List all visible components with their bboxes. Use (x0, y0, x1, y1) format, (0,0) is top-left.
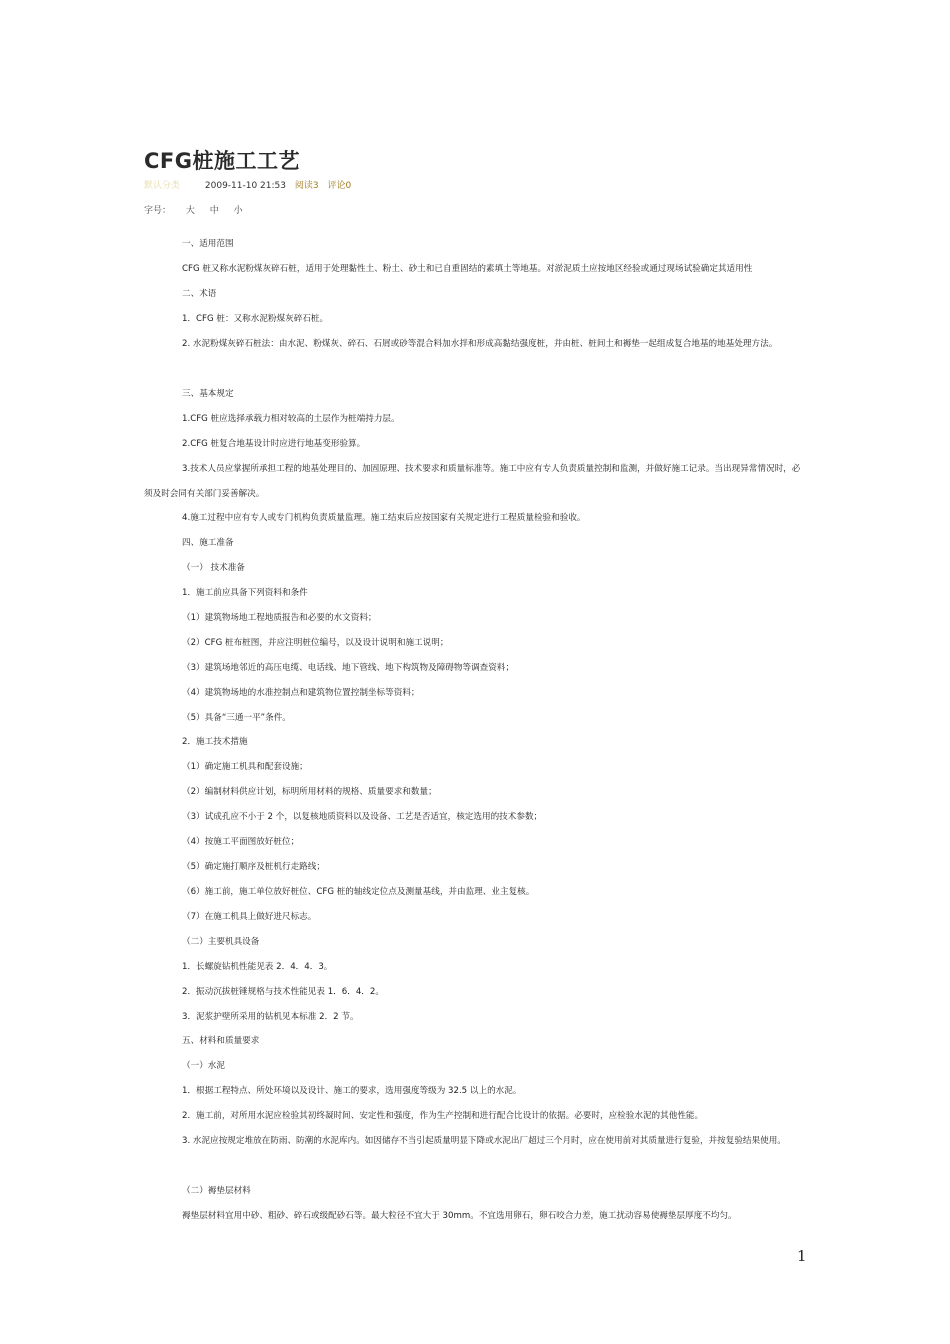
list-item: （2）CFG 桩布桩图，并应注明桩位编号，以及设计说明和施工说明； (182, 637, 449, 648)
list-item: （4）建筑物场地的水准控制点和建筑物位置控制坐标等资料； (182, 687, 420, 698)
body-paragraph: 1.CFG 桩应选择承载力相对较高的土层作为桩端持力层。 (182, 413, 400, 424)
list-item: （3）试成孔应不小于 2 个，以复核地质资料以及设备、工艺是否适宜，核定选用的技术参数； (182, 811, 543, 822)
list-item: 1．根据工程特点、所处环境以及设计、施工的要求，选用强度等级为 32.5 以上的水泥。 (182, 1085, 522, 1096)
comment-count-link[interactable]: 评论0 (327, 181, 352, 191)
section-heading: 二、术语 (182, 288, 217, 299)
list-item: （5）确定施打顺序及桩机行走路线； (182, 861, 325, 872)
post-datetime: 2009-11-10 21:53 (204, 181, 286, 191)
body-paragraph: 2.CFG 桩复合地基设计时应进行地基变形验算。 (182, 438, 366, 449)
list-item: （7）在施工机具上做好进尺标志。 (182, 911, 317, 922)
page-title: CFG桩施工工艺 (144, 149, 300, 173)
list-item: （1）确定施工机具和配套设施； (182, 761, 308, 772)
subsection-heading: （一）水泥 (182, 1060, 225, 1071)
article-meta (144, 180, 357, 192)
subsection-heading: （一） 技术准备 (182, 562, 245, 573)
page-number: 1 (797, 1247, 807, 1265)
subsection-heading: （二）褥垫层材料 (182, 1185, 251, 1196)
list-item: 3．泥浆护壁所采用的钻机见本标准 2．2 节。 (182, 1011, 359, 1022)
body-paragraph: 3.技术人员应掌握所承担工程的地基处理目的、加固原理、技术要求和质量标准等。施工中应有专人负责质量控制和监测，并做好施工记录。当出现异常情况时，必须及时会同有关部门妥善解决。 (144, 463, 801, 499)
list-item: （6）施工前，施工单位放好桩位、CFG 桩的轴线定位点及测量基线，并由监理、业主复核。 (182, 886, 535, 897)
list-item: （1）建筑物场地工程地质报告和必要的水文资料； (182, 612, 377, 623)
list-item: （3）建筑场地邻近的高压电缆、电话线、地下管线、地下构筑物及障碍物等调查资料； (182, 662, 515, 673)
font-size-small-button[interactable]: 小 (233, 206, 243, 216)
list-item: （5）具备“三通一平”条件。 (182, 712, 291, 723)
list-item: （2）编制材料供应计划，标明所用材料的规格、质量要求和数量； (182, 786, 437, 797)
subsection-heading: （二）主要机具设备 (182, 936, 260, 947)
body-paragraph: 褥垫层材料宜用中砂、粗砂、碎石或级配砂石等。最大粒径不宜大于 30mm。不宜选用卵石，卵石咬合力差，施工扰动容易使褥垫层厚度不均匀。 (182, 1210, 737, 1221)
body-paragraph: 4.施工过程中应有专人或专门机构负责质量监理。施工结束后应按国家有关规定进行工程质量检验和验收。 (182, 512, 586, 523)
category-link[interactable]: 默认分类 (144, 181, 181, 191)
font-size-label: 字号： (144, 206, 172, 216)
font-size-switcher (144, 205, 243, 217)
section-heading: 五、材料和质量要求 (182, 1035, 260, 1046)
list-item: 3. 水泥应按规定堆放在防雨、防潮的水泥库内。如因储存不当引起质量明显下降或水泥出厂超过三个月时，应在使用前对其质量进行复验，并按复验结果使用。 (182, 1135, 786, 1146)
body-paragraph: 2．施工技术措施 (182, 736, 248, 747)
font-size-medium-button[interactable]: 中 (209, 206, 219, 216)
font-size-large-button[interactable]: 大 (185, 206, 195, 216)
section-heading: 一、适用范围 (182, 238, 234, 249)
section-heading: 三、基本规定 (182, 388, 234, 399)
body-paragraph: 1．CFG 桩：又称水泥粉煤灰碎石桩。 (182, 313, 329, 324)
list-item: （4）按施工平面图放好桩位； (182, 836, 300, 847)
list-item: 1．长螺旋钻机性能见表 2．4．4．3。 (182, 961, 333, 972)
body-paragraph: 2. 水泥粉煤灰碎石桩法：由水泥、粉煤灰、碎石、石屑或砂等混合料加水拌和形成高黏结强度桩，并由桩、桩间土和褥垫一起组成复合地基的地基处理方法。 (182, 338, 778, 349)
list-item: 2．施工前，对所用水泥应检验其初终凝时间、安定性和强度，作为生产控制和进行配合比设计的依据。必要时，应检验水泥的其他性能。 (182, 1110, 704, 1121)
read-count: 阅读3 (294, 181, 319, 191)
body-paragraph: 1．施工前应具备下列资料和条件 (182, 587, 308, 598)
list-item: 2．振动沉拔桩锤规格与技术性能见表 1．6．4．2。 (182, 986, 384, 997)
section-heading: 四、施工准备 (182, 537, 234, 548)
body-paragraph: CFG 桩又称水泥粉煤灰碎石桩，适用于处理黏性土、粉土、砂土和已自重固结的素填土等地基。对淤泥质土应按地区经验或通过现场试验确定其适用性 (182, 263, 753, 274)
